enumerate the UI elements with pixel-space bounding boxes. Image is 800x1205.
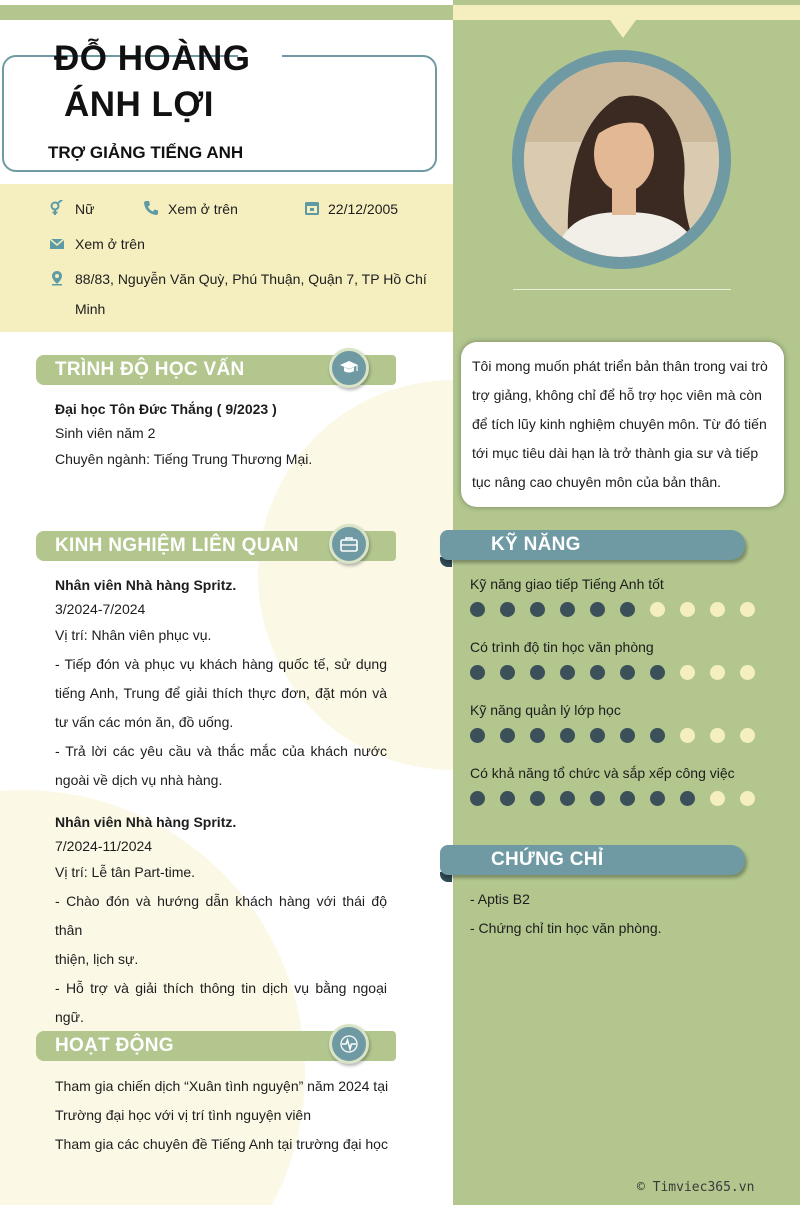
skills-header-bar: [440, 530, 745, 560]
email-value: Xem ở trên: [75, 236, 145, 252]
pulse-icon: [329, 1024, 369, 1064]
rating-dot-empty: [740, 602, 755, 617]
objective-line: tục nâng cao chuyên môn của bản thân.: [472, 474, 722, 490]
candidate-name: [54, 36, 251, 128]
activities-title: HOẠT ĐỘNG: [55, 1035, 174, 1056]
certificates-title: CHỨNG CHỈ: [491, 849, 604, 870]
rating-dot-filled: [530, 791, 545, 806]
skill-2-label: Có trình độ tin học văn phòng: [470, 639, 654, 655]
name-line-1: ĐỖ HOÀNG: [54, 39, 251, 78]
job-2-position: Vị trí: Lễ tân Part-time.: [55, 864, 196, 880]
rating-dot-filled: [620, 791, 635, 806]
job-1-desc-line: - Tiếp đón và phục vụ khách hàng quốc tế, sử dụng: [55, 656, 387, 672]
rating-dot-filled: [560, 602, 575, 617]
gender-value: Nữ: [75, 201, 95, 217]
rating-dot-filled: [500, 791, 515, 806]
education-major: Chuyên ngành: Tiếng Trung Thương Mại.: [55, 451, 313, 467]
rating-dot-filled: [530, 728, 545, 743]
rating-dot-filled: [500, 665, 515, 680]
job-2-desc-line: - Chào đón và hướng dẫn khách hàng với thái độ thân: [55, 893, 387, 938]
job-1-desc-line: - Trả lời các yêu cầu và thắc mắc của khách nước: [55, 743, 387, 759]
phone-icon: [143, 200, 159, 216]
avatar-divider: [513, 289, 731, 290]
job-2-description: [55, 887, 387, 1032]
name-line-2: ÁNH LỢI: [64, 85, 215, 124]
top-band-right: [453, 5, 800, 20]
rating-dot-filled: [650, 791, 665, 806]
job-title: TRỢ GIẢNG TIẾNG ANH: [48, 143, 244, 162]
activities-list: [55, 1072, 388, 1159]
objective-line: để tích lũy kinh nghiệm chuyên môn. Từ đó tiến: [472, 416, 767, 432]
contact-panel: [0, 184, 453, 332]
rating-dot-empty: [680, 602, 695, 617]
objective-line: tới mục tiêu dài hạn là trở thành gia sư và tiếp: [472, 445, 759, 461]
rating-dot-filled: [470, 728, 485, 743]
rating-dot-filled: [560, 728, 575, 743]
rating-dot-empty: [740, 791, 755, 806]
job-1-company: Nhân viên Nhà hàng Spritz.: [55, 577, 237, 593]
rating-dot-filled: [590, 602, 605, 617]
address-line-1: 88/83, Nguyễn Văn Quỳ, Phú Thuận, Quận 7, TP Hồ Chí: [75, 271, 427, 287]
rating-dot-filled: [470, 602, 485, 617]
objective-line: trợ giảng, không chỉ để hỗ trợ học viên mà còn: [472, 387, 762, 403]
briefcase-icon: [329, 524, 369, 564]
rating-dot-filled: [470, 791, 485, 806]
rating-dot-empty: [680, 665, 695, 680]
rating-dot-filled: [500, 602, 515, 617]
activity-line: Trường đại học với vị trí tình nguyện viên: [55, 1107, 311, 1123]
rating-dot-filled: [470, 665, 485, 680]
objective-line: Tôi mong muốn phát triển bản thân trong vai trò: [472, 358, 768, 374]
rating-dot-filled: [650, 665, 665, 680]
rating-dot-empty: [650, 602, 665, 617]
job-2-desc-line: thiện, lịch sự.: [55, 951, 139, 967]
email-icon: [49, 236, 65, 252]
rating-dot-filled: [590, 728, 605, 743]
education-school: Đại học Tôn Đức Thắng ( 9/2023 ): [55, 401, 277, 417]
job-2-period: 7/2024-11/2024: [55, 838, 153, 854]
career-objective: [461, 342, 784, 507]
avatar: [524, 62, 719, 257]
skills-title: KỸ NĂNG: [491, 534, 581, 555]
rating-dot-empty: [710, 665, 725, 680]
job-1-desc-line: tiếng Anh, Trung để giải thích thực đơn, đặt món và: [55, 685, 387, 701]
rating-dot-filled: [500, 728, 515, 743]
experience-title: KINH NGHIỆM LIÊN QUAN: [55, 535, 299, 556]
activity-line: Tham gia các chuyên đề Tiếng Anh tại trường đại học: [55, 1136, 388, 1152]
rating-dot-empty: [710, 728, 725, 743]
job-1-position: Vị trí: Nhân viên phục vụ.: [55, 627, 212, 643]
job-2-desc-line: ngữ.: [55, 1009, 84, 1025]
job-1-desc-line: ngoài về dịch vụ nhà hàng.: [55, 772, 223, 788]
certificate-item: - Aptis B2: [470, 891, 530, 907]
certificate-item: - Chứng chỉ tin học văn phòng.: [470, 920, 662, 936]
top-band: [0, 5, 453, 20]
rating-dot-filled: [590, 665, 605, 680]
rating-dot-filled: [560, 665, 575, 680]
job-1-period: 3/2024-7/2024: [55, 601, 146, 617]
rating-dot-empty: [740, 665, 755, 680]
address-line-2: Minh: [75, 301, 106, 317]
activity-line: Tham gia chiến dịch “Xuân tình nguyện” năm 2024 tại: [55, 1078, 389, 1094]
rating-dot-filled: [620, 665, 635, 680]
job-2-company: Nhân viên Nhà hàng Spritz.: [55, 814, 237, 830]
rating-dot-filled: [620, 728, 635, 743]
education-title: TRÌNH ĐỘ HỌC VẤN: [55, 359, 245, 380]
rating-dot-empty: [680, 728, 695, 743]
phone-value: Xem ở trên: [168, 201, 238, 217]
rating-dot-empty: [710, 791, 725, 806]
skill-1-label: Kỹ năng giao tiếp Tiếng Anh tốt: [470, 576, 664, 592]
rating-dot-empty: [710, 602, 725, 617]
calendar-icon: [304, 200, 320, 216]
location-pin-icon: [49, 270, 65, 286]
gender-icon: [49, 200, 65, 216]
graduation-cap-icon: [329, 348, 369, 388]
skill-3-label: Kỹ năng quản lý lớp học: [470, 702, 621, 718]
rating-dot-filled: [530, 665, 545, 680]
skill-4-label: Có khả năng tổ chức và sắp xếp công việc: [470, 765, 735, 781]
rating-dot-filled: [590, 791, 605, 806]
education-year: Sinh viên năm 2: [55, 425, 156, 441]
birthday-value: 22/12/2005: [328, 201, 399, 217]
notch-decor: [610, 20, 636, 38]
rating-dot-filled: [530, 602, 545, 617]
footer-watermark: © Timviec365.vn: [637, 1180, 755, 1195]
job-1-desc-line: tư vấn các món ăn, đồ uống.: [55, 714, 234, 730]
rating-dot-filled: [680, 791, 695, 806]
rating-dot-filled: [650, 728, 665, 743]
job-1-description: [55, 650, 387, 795]
rating-dot-filled: [620, 602, 635, 617]
rating-dot-filled: [560, 791, 575, 806]
job-2-desc-line: - Hỗ trợ và giải thích thông tin dịch vụ bằng ngoại: [55, 980, 387, 996]
rating-dot-empty: [740, 728, 755, 743]
